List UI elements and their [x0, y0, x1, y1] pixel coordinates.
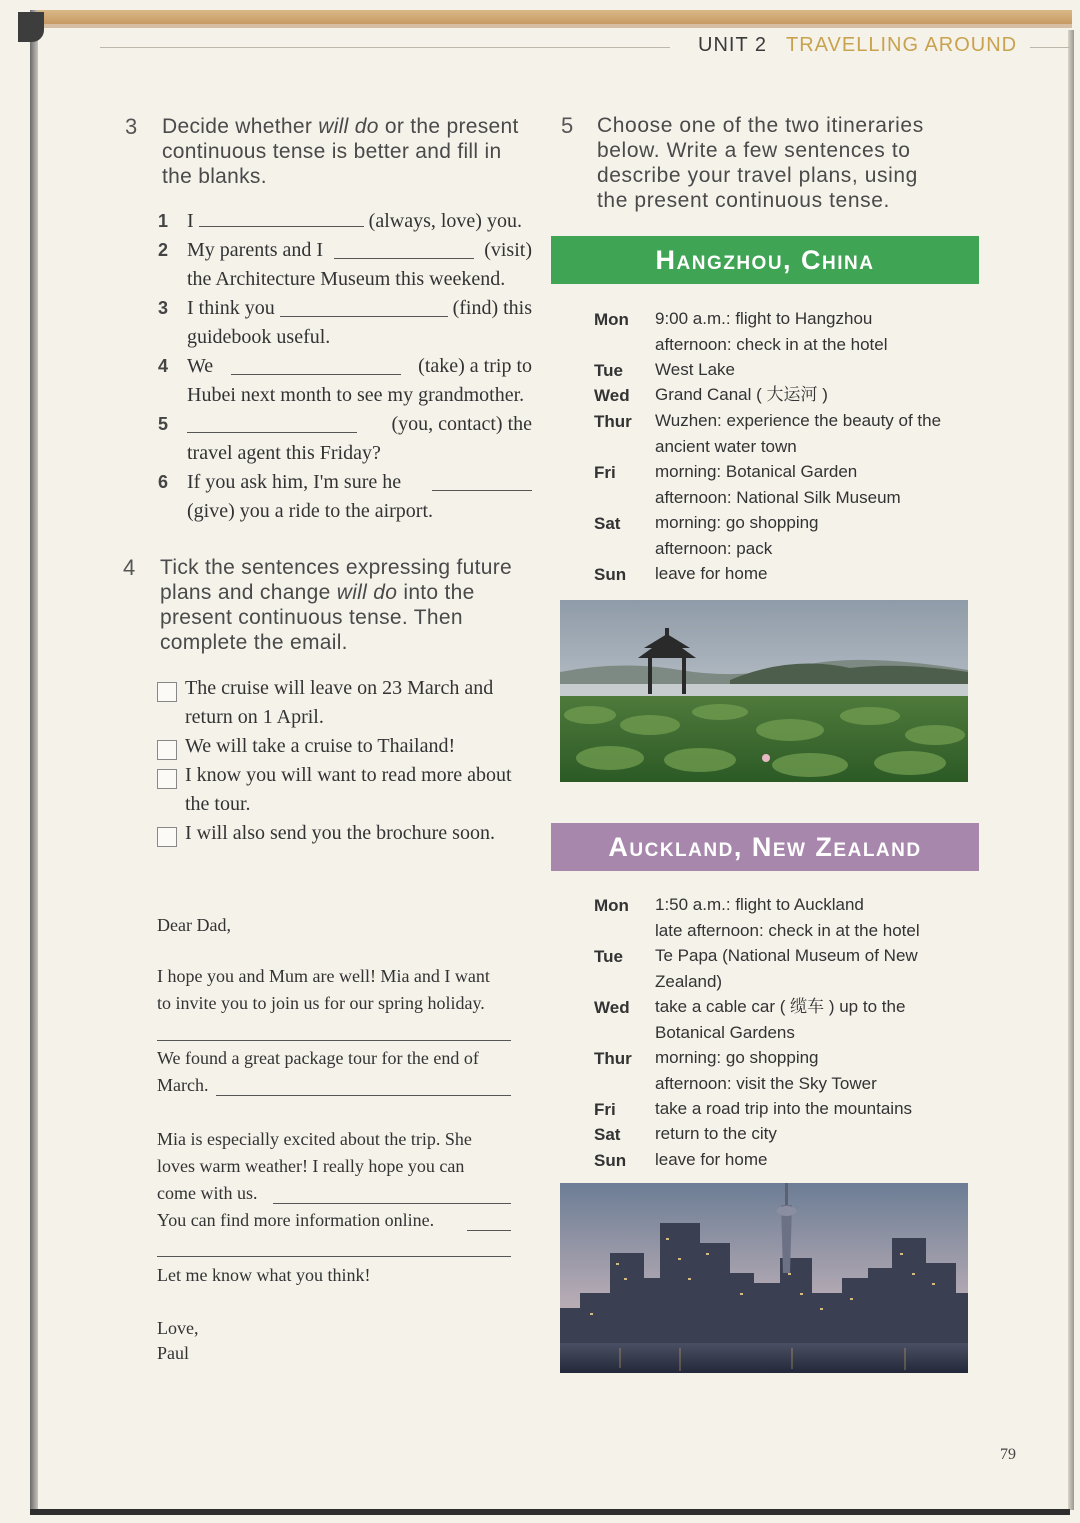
- exercise-5-number: 5: [561, 113, 574, 138]
- itinerary-activity: Grand Canal ( 大运河 ): [655, 385, 828, 404]
- ex3-item-number: 3: [158, 298, 169, 318]
- page-curl: [18, 12, 44, 42]
- tick-checkbox[interactable]: [157, 740, 177, 760]
- itinerary-activity: Te Papa (National Museum of New Zealand): [655, 946, 918, 991]
- ex3-item-2: My parents and I (visit) the Architecture Museum this weekend.: [187, 236, 532, 294]
- answer-blank[interactable]: [280, 294, 448, 317]
- tick-checkbox[interactable]: [157, 769, 177, 789]
- email-blank-line[interactable]: [216, 1095, 511, 1096]
- itinerary-day: Wed: [594, 998, 630, 1017]
- unit-label: UNIT 2: [698, 34, 767, 56]
- exercise-4-instruction: Tick the sentences expressing future plans and change will do into the present continuous tense. Then complete the email.: [160, 556, 513, 654]
- ex3-item-5: (you, contact) the travel agent this Friday?: [187, 410, 532, 468]
- page-number: 79: [1000, 1446, 1016, 1463]
- email-blank-line[interactable]: [157, 1040, 511, 1041]
- itinerary-activity: return to the city: [655, 1124, 777, 1143]
- page-top-band: [30, 10, 1072, 24]
- itinerary-day: Mon: [594, 896, 629, 915]
- email-blank-line[interactable]: [273, 1203, 511, 1204]
- tick-sentence-4: I will also send you the brochure soon.: [185, 822, 495, 844]
- email-closing: Love,: [157, 1318, 199, 1338]
- email-blank-line[interactable]: [157, 1256, 511, 1257]
- ex3-item-number: 1: [158, 211, 169, 231]
- tick-checkbox[interactable]: [157, 682, 177, 702]
- email-paragraph-3: Mia is especially excited about the trip. She loves warm weather! I really hope you can come with us. You can find more information online.: [157, 1129, 472, 1230]
- ex3-item-number: 5: [158, 414, 169, 434]
- itinerary-activity: morning: Botanical Garden afternoon: National Silk Museum: [655, 462, 901, 507]
- auckland-skyline-photo: [560, 1183, 968, 1373]
- itinerary-day: Fri: [594, 1100, 616, 1119]
- page-right-edge: [1068, 30, 1074, 1510]
- itinerary-day: Fri: [594, 463, 616, 482]
- itinerary-activity: morning: go shopping afternoon: visit the Sky Tower: [655, 1048, 877, 1093]
- email-signature: Paul: [157, 1343, 190, 1363]
- exercise-3-number: 3: [125, 114, 138, 139]
- header-rule-right: [1030, 47, 1070, 48]
- ex3-item-number: 6: [158, 472, 169, 492]
- exercise-4-number: 4: [123, 555, 136, 580]
- itinerary-day: Thur: [594, 412, 632, 431]
- itinerary-activity: take a cable car ( 缆车 ) up to the Botanical Gardens: [655, 997, 906, 1042]
- itinerary-activity: morning: go shopping afternoon: pack: [655, 513, 819, 558]
- email-blank-line[interactable]: [467, 1230, 511, 1231]
- page-bottom-edge: [30, 1509, 1070, 1515]
- west-lake-photo: [560, 600, 968, 782]
- ex3-item-1: I (always, love) you.: [187, 210, 522, 232]
- tick-sentence-2: We will take a cruise to Thailand!: [185, 735, 456, 757]
- itinerary-day: Tue: [594, 361, 623, 380]
- book-spine: [30, 10, 38, 1510]
- itinerary-activity: take a road trip into the mountains: [655, 1099, 913, 1118]
- unit-title: TRAVELLING AROUND: [786, 34, 1018, 56]
- tick-checkbox[interactable]: [157, 827, 177, 847]
- itinerary-activity: 1:50 a.m.: flight to Auckland late afternoon: check in at the hotel: [655, 895, 920, 940]
- auckland-banner: Auckland, New Zealand: [551, 823, 979, 871]
- ex3-item-6: If you ask him, I'm sure he (give) you a ride to the airport.: [187, 468, 532, 526]
- answer-blank[interactable]: [334, 236, 474, 259]
- itinerary-activity: West Lake: [655, 360, 736, 379]
- itinerary-activity: Wuzhen: experience the beauty of the ancient water town: [655, 411, 942, 456]
- ex3-item-4: We (take) a trip to Hubei next month to see my grandmother.: [187, 352, 532, 410]
- email-paragraph-4: Let me know what you think!: [157, 1265, 371, 1285]
- hangzhou-banner: Hangzhou, China: [551, 236, 979, 284]
- tick-sentence-3: I know you will want to read more about the tour.: [185, 764, 512, 815]
- header-rule-left: [100, 47, 670, 48]
- itinerary-day: Tue: [594, 947, 623, 966]
- answer-blank[interactable]: [187, 410, 357, 433]
- ex3-item-number: 2: [158, 240, 169, 260]
- itinerary-day: Sat: [594, 514, 621, 533]
- itinerary-day: Thur: [594, 1049, 632, 1068]
- itinerary-day: Sun: [594, 565, 627, 584]
- answer-blank[interactable]: [199, 226, 364, 227]
- exercise-5-instruction: Choose one of the two itineraries below. Write a few sentences to describe your travel plans, using the present continuous tense.: [597, 114, 924, 212]
- answer-blank[interactable]: [231, 352, 401, 375]
- itinerary-activity: leave for home: [655, 1150, 768, 1169]
- itinerary-day: Sun: [594, 1151, 627, 1170]
- itinerary-activity: leave for home: [655, 564, 768, 583]
- ex3-item-number: 4: [158, 356, 169, 376]
- itinerary-day: Sat: [594, 1125, 621, 1144]
- email-paragraph-1: I hope you and Mum are well! Mia and I want to invite you to join us for our spring holiday.: [157, 966, 490, 1013]
- email-greeting: Dear Dad,: [157, 915, 231, 935]
- exercise-3-instruction: Decide whether will do or the present continuous tense is better and fill in the blanks.: [162, 115, 519, 188]
- page-top-shadow: [30, 24, 1072, 28]
- answer-blank[interactable]: [432, 468, 532, 491]
- tick-sentence-1: The cruise will leave on 23 March and return on 1 April.: [185, 677, 494, 728]
- email-paragraph-2: We found a great package tour for the end of March.: [157, 1048, 479, 1095]
- itinerary-day: Mon: [594, 310, 629, 329]
- itinerary-day: Wed: [594, 386, 630, 405]
- ex3-item-3: I think you (find) this guidebook useful.: [187, 294, 532, 352]
- itinerary-activity: 9:00 a.m.: flight to Hangzhou afternoon: check in at the hotel: [655, 309, 888, 354]
